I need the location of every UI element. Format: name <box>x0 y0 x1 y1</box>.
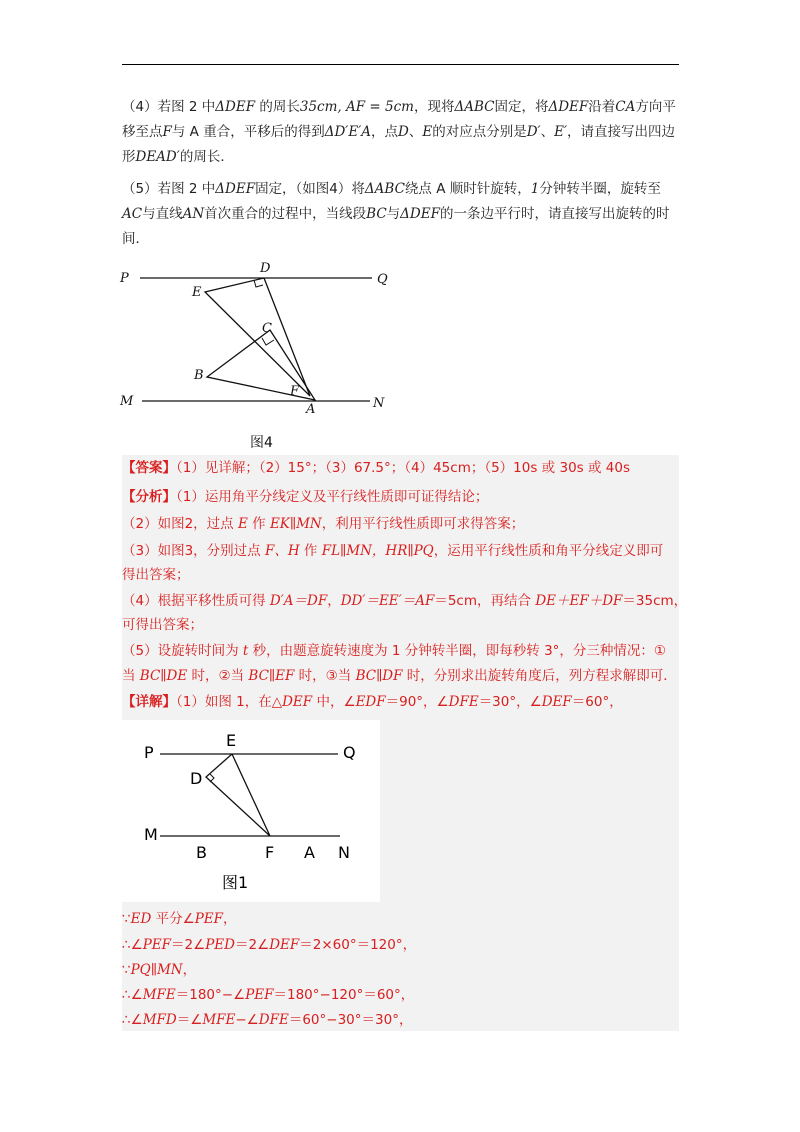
label-p: P <box>120 271 129 286</box>
figure-4-caption: 图4 <box>250 435 273 451</box>
header-rule <box>122 64 679 65</box>
label-b: B <box>196 843 207 862</box>
label-a: A <box>304 843 315 862</box>
right-angle-d <box>210 774 214 782</box>
label-e: E <box>226 731 237 750</box>
detail-step-5: ∴∠MFD＝∠MFE−∠DFE＝60°−30°＝30°， <box>122 1012 413 1028</box>
analysis-line-4: （4）根据平移性质可得 D′A＝DF，DD′＝EE′＝AF＝5cm，再结合 DE＋EF＋DF＝35cm， <box>122 593 688 609</box>
question-5: （5）若图 2 中ΔDEF固定，（如图4）将ΔABC绕点 A 顺时针旋转，1分钟转半圈，旋转至AC与直线AN首次重合的过程中，当线段BC与ΔDEF的一条边平行时，请直接写出旋转的时间． <box>122 181 670 247</box>
detail-step-3: ∵PQ∥MN， <box>122 962 197 978</box>
label-f: F <box>290 384 300 399</box>
label-p: P <box>144 743 154 762</box>
question-4: （4）若图 2 中ΔDEF 的周长35cm, AF = 5cm，现将ΔABC固定，将ΔDEF沿着CA方向平移至点F与 A 重合，平移后的得到ΔD′E′A，点D、E的对应点分别是D′、E′，请直接写出四边形DEAD′的周长． <box>122 99 676 165</box>
label-f: F <box>265 843 275 862</box>
label-q: Q <box>343 743 356 762</box>
label-a: A <box>306 402 316 417</box>
figure-1 <box>122 720 380 902</box>
triangle-def <box>206 754 270 836</box>
label-m: M <box>144 825 158 844</box>
answer-section <box>122 455 688 1031</box>
label-n: N <box>373 396 385 411</box>
label-c: C <box>262 321 272 336</box>
answer-line: 【答案】（1）见详解；（2）15°；（3）67.5°；（4）45cm；（5）10s 或 30s 或 40s <box>122 460 630 476</box>
detail-step-1: ∵ED 平分∠PEF， <box>122 911 237 927</box>
analysis-line-1: 【分析】（1）运用角平分线定义及平行线性质即可证得结论； <box>122 489 489 505</box>
label-n: N <box>338 843 350 862</box>
label-b: B <box>194 368 204 383</box>
analysis-line-5b: 当 BC∥DE 时，②当 BC∥EF 时，③当 BC∥DF 时，分别求出旋转角度后，列方程求解即可． <box>122 668 677 684</box>
detail-step-4: ∴∠MFE＝180°−∠PEF＝180°−120°＝60°， <box>122 987 415 1003</box>
analysis-line-2: （2）如图2，过点 E 作 EK∥MN，利用平行线性质即可求得答案； <box>122 516 525 532</box>
detail-line-1: 【详解】（1）如图 1，在△DEF 中，∠EDF＝90°，∠DFE＝30°，∠DEF＝60°， <box>122 694 623 710</box>
label-q: Q <box>377 272 388 287</box>
detail-step-2: ∴∠PEF＝2∠PED＝2∠DEF＝2×60°＝120°， <box>122 937 417 953</box>
figure-1-caption: 图1 <box>222 873 249 892</box>
figure-1-panel <box>122 720 380 902</box>
right-angle-c <box>262 338 274 345</box>
analysis-line-4b: 可得出答案； <box>122 617 203 633</box>
analysis-line-3: （3）如图3，分别过点 F、H 作 FL∥MN，HR∥PQ，运用平行线性质和角平分线定义即可 <box>122 543 664 559</box>
label-e: E <box>192 285 202 300</box>
figure-4 <box>110 255 410 455</box>
label-m: M <box>120 394 134 409</box>
label-d: D <box>190 769 203 788</box>
analysis-line-5: （5）设旋转时间为 t 秒，由题意旋转速度为 1 分钟转半圈，即每秒转 3°，分三种情况：① <box>122 643 667 659</box>
analysis-line-3b: 得出答案； <box>122 567 190 583</box>
right-angle-d <box>254 280 263 287</box>
label-d: D <box>260 261 271 276</box>
triangle-def <box>205 278 310 396</box>
